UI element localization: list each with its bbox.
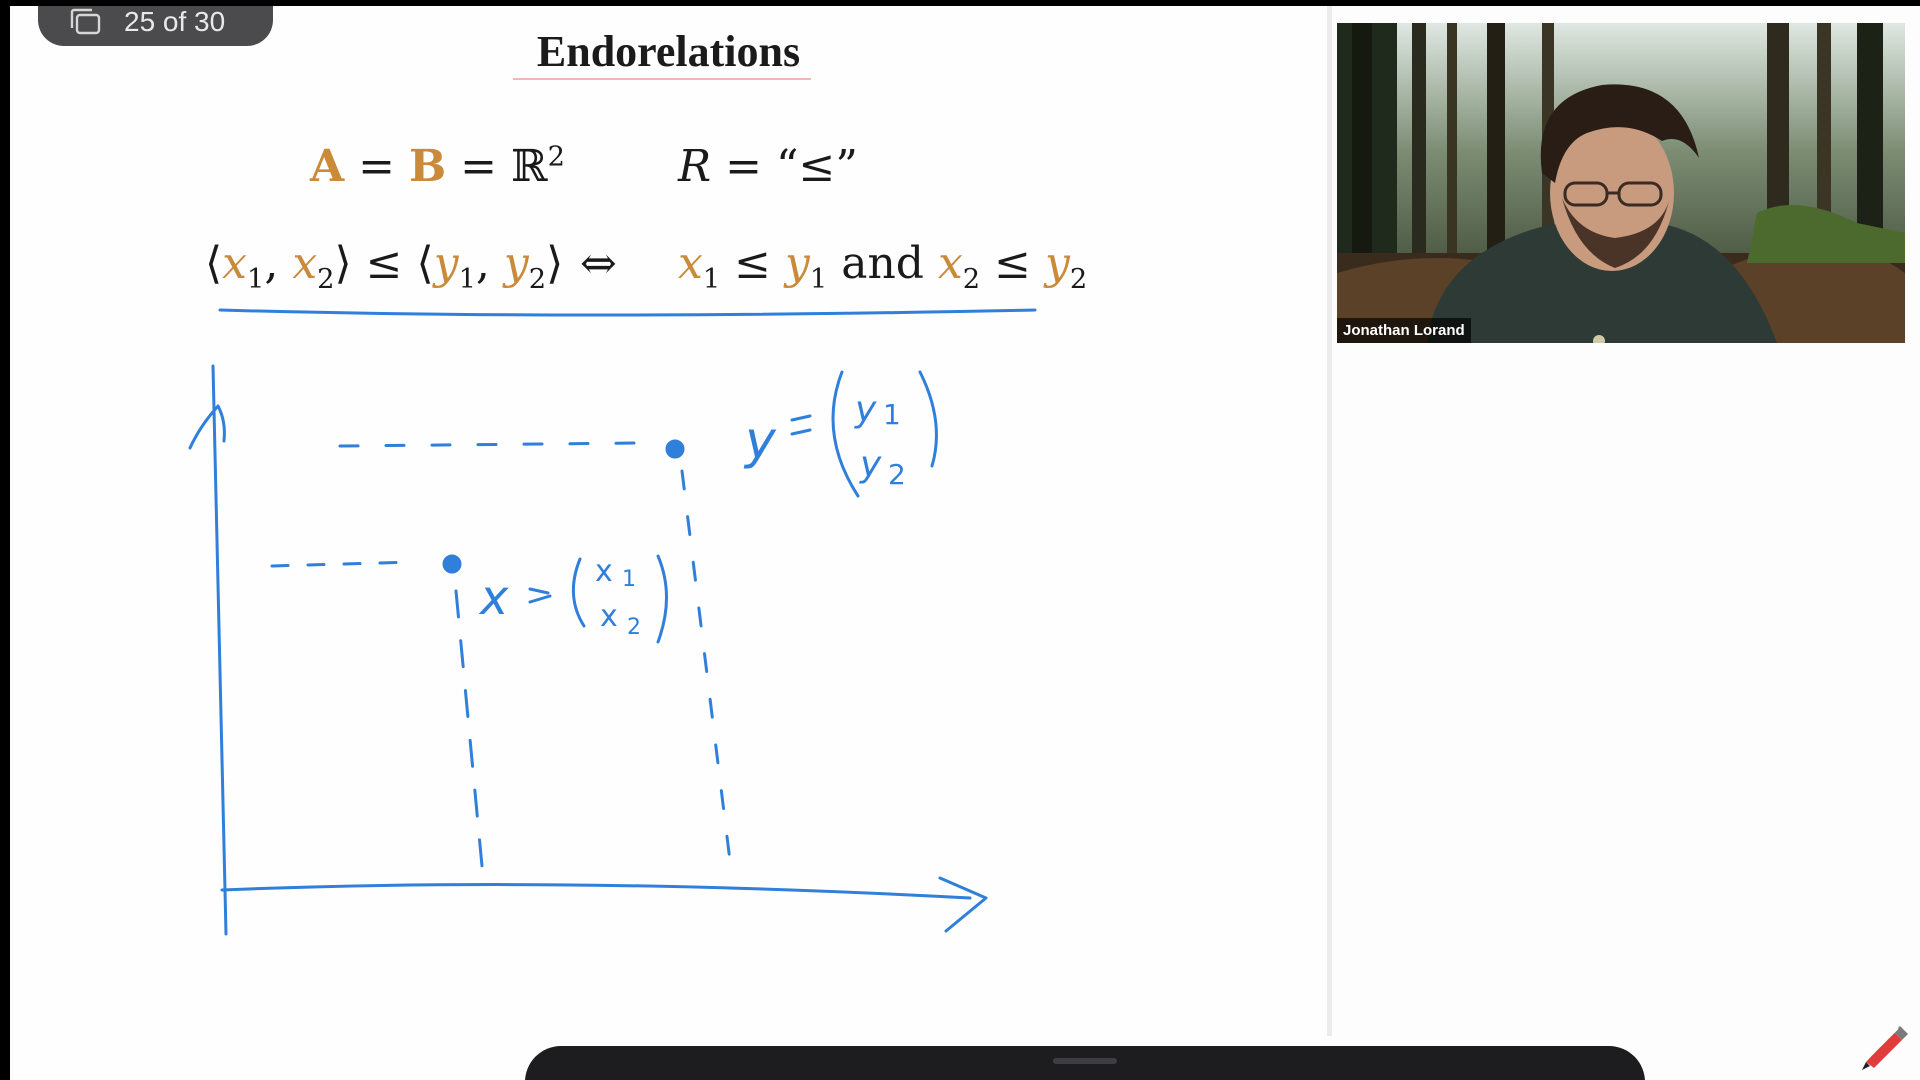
slide-title: Endorelations	[536, 27, 801, 76]
x-axis-arrow	[940, 878, 986, 931]
y-vector-rparen	[920, 372, 936, 466]
x-axis	[222, 885, 970, 898]
underline-stroke	[220, 310, 1035, 315]
iff-symbol: ⇔	[580, 238, 617, 289]
x-vector-equals	[530, 589, 550, 602]
handwritten-x2: x	[600, 599, 618, 634]
toolbar-drag-handle[interactable]	[1053, 1058, 1117, 1064]
point-y	[667, 441, 683, 457]
handwritten-annotations	[10, 6, 1327, 1080]
annotate-pen-icon[interactable]	[1858, 1018, 1910, 1070]
order-left-side: $⟨x_1$, $x_2⟩$ ≤ $⟨y_1$, $y_2⟩$	[205, 238, 564, 295]
presentation-stage	[10, 6, 1920, 1080]
participant-name: Jonathan Lorand	[1337, 318, 1471, 343]
x-vector-lparen	[573, 559, 584, 626]
handwritten-x1: x	[595, 554, 613, 589]
slide-canvas	[10, 6, 1327, 1080]
slide-counter-text: 25 of 30	[124, 6, 226, 37]
x-point-dash-h	[272, 562, 415, 566]
handwritten-y2: y	[860, 444, 882, 485]
x-point-dash-v	[456, 591, 482, 866]
handwritten-x2-sub: 2	[627, 615, 641, 640]
y-vector-equals	[792, 416, 810, 434]
point-x	[444, 556, 460, 572]
handwritten-y1-sub: 1	[883, 398, 901, 431]
handwritten-y2-sub: 2	[888, 458, 906, 491]
y-axis-arrow	[190, 406, 224, 448]
handwritten-y: y	[745, 411, 776, 471]
order-right-side: $x_1 \le y_1$ and $x_2 \le y_2$	[678, 238, 1088, 295]
handwritten-y1: y	[855, 389, 877, 430]
participant-video[interactable]	[1337, 23, 1905, 343]
handwritten-x: x	[480, 570, 509, 626]
participant-video-frame	[1337, 23, 1905, 343]
floating-toolbar[interactable]	[525, 1046, 1645, 1080]
relation-definition: R = “≤”	[678, 141, 858, 192]
y-axis	[213, 366, 226, 934]
set-definition: A = B = ℝ$^2$	[310, 141, 565, 192]
x-vector-rparen	[658, 556, 667, 642]
y-point-dash-v	[682, 471, 730, 861]
y-point-dash-h	[340, 443, 640, 446]
handwritten-x1-sub: 1	[622, 567, 636, 592]
